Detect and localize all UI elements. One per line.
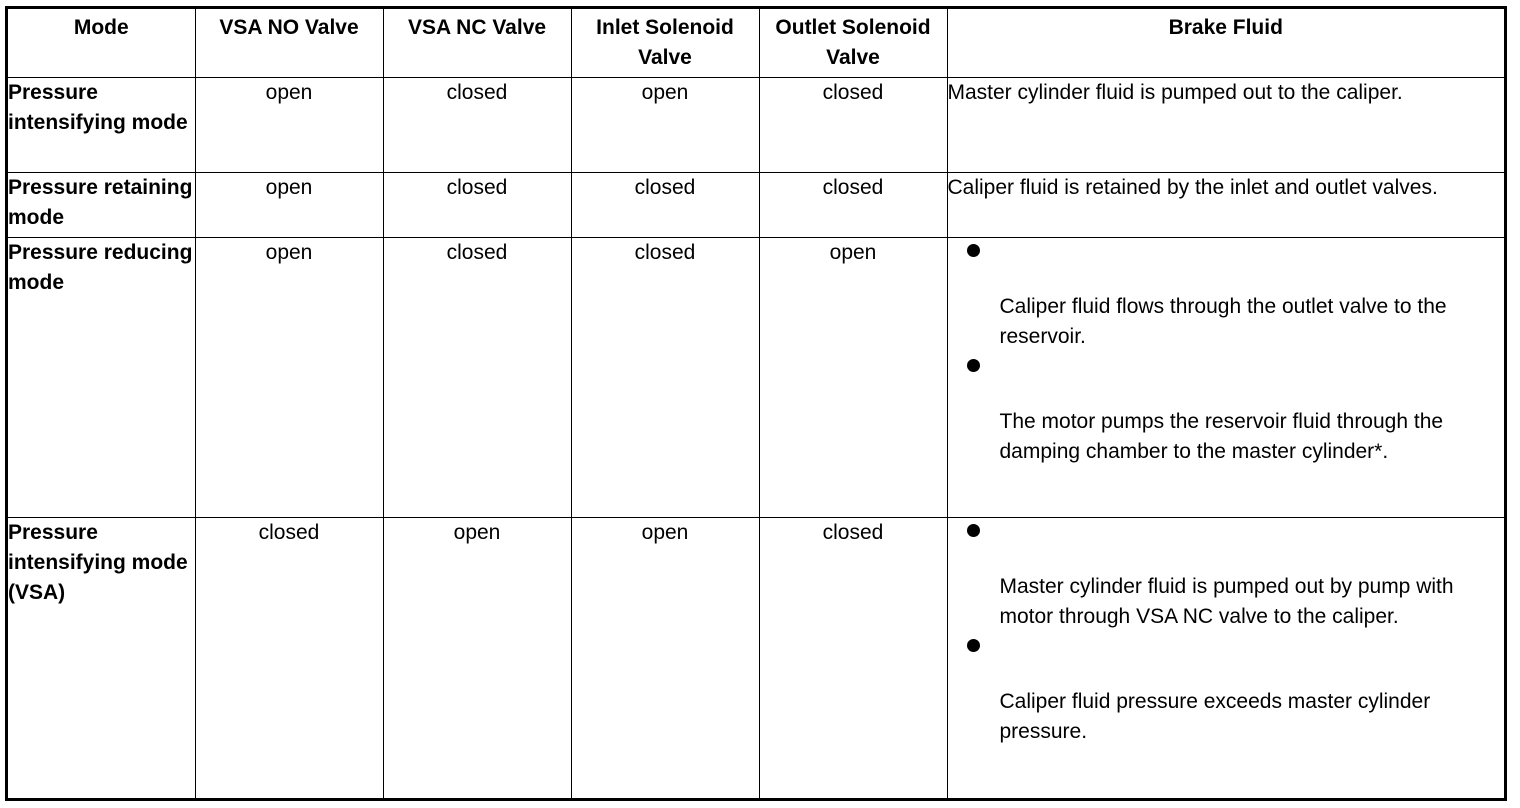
list-item-text: Master cylinder fluid is pumped out by pump with motor through VSA NC valve to the caliper. xyxy=(999,575,1454,628)
vsa-nc-valve-state: open xyxy=(383,518,571,799)
mode-cell: Pressure retaining mode xyxy=(8,173,195,238)
vsa-nc-valve-state: closed xyxy=(383,78,571,173)
bullet-icon xyxy=(967,244,980,257)
outlet-valve-state: open xyxy=(759,238,947,518)
outlet-valve-state: closed xyxy=(759,78,947,173)
inlet-valve-state: open xyxy=(571,78,759,173)
valve-mode-table xyxy=(8,9,1504,799)
bullet-icon xyxy=(967,524,980,537)
inlet-valve-state: closed xyxy=(571,173,759,238)
mode-cell: Pressure intensifying mode xyxy=(8,78,195,173)
valve-mode-table-frame xyxy=(5,6,1507,801)
vsa-no-valve-state: open xyxy=(195,238,383,518)
vsa-no-valve-state: open xyxy=(195,173,383,238)
vsa-nc-valve-state: closed xyxy=(383,238,571,518)
list-item xyxy=(965,244,1505,352)
brake-fluid-cell: Caliper fluid is retained by the inlet and outlet valves. xyxy=(947,173,1504,238)
brake-fluid-cell: Master cylinder fluid is pumped out to the caliper. xyxy=(947,78,1504,173)
brake-fluid-list xyxy=(948,244,1505,467)
list-item-text: The motor pumps the reservoir fluid through the damping chamber to the master cylinder*. xyxy=(999,410,1444,463)
header-outlet-solenoid-valve: Outlet Solenoid Valve xyxy=(759,9,947,78)
brake-fluid-cell xyxy=(947,518,1504,799)
mode-cell: Pressure intensifying mode (VSA) xyxy=(8,518,195,799)
brake-fluid-list xyxy=(948,524,1505,747)
bullet-icon xyxy=(967,639,980,652)
inlet-valve-state: open xyxy=(571,518,759,799)
header-brake-fluid: Brake Fluid xyxy=(947,9,1504,78)
table-row xyxy=(8,238,1504,518)
list-item-text: Caliper fluid flows through the outlet valve to the reservoir. xyxy=(999,295,1447,348)
bullet-icon xyxy=(967,359,980,372)
list-item-text: Caliper fluid pressure exceeds master cylinder pressure. xyxy=(999,690,1431,743)
vsa-no-valve-state: closed xyxy=(195,518,383,799)
inlet-valve-state: closed xyxy=(571,238,759,518)
list-item xyxy=(965,639,1505,747)
list-item xyxy=(965,524,1505,632)
header-vsa-nc-valve: VSA NC Valve xyxy=(383,9,571,78)
outlet-valve-state: closed xyxy=(759,173,947,238)
table-row xyxy=(8,518,1504,799)
header-row xyxy=(8,9,1504,78)
outlet-valve-state: closed xyxy=(759,518,947,799)
header-vsa-no-valve: VSA NO Valve xyxy=(195,9,383,78)
header-inlet-solenoid-valve: Inlet Solenoid Valve xyxy=(571,9,759,78)
vsa-nc-valve-state: closed xyxy=(383,173,571,238)
mode-cell: Pressure reducing mode xyxy=(8,238,195,518)
brake-fluid-cell xyxy=(947,238,1504,518)
list-item xyxy=(965,359,1505,467)
table-row xyxy=(8,173,1504,238)
vsa-no-valve-state: open xyxy=(195,78,383,173)
table-row xyxy=(8,78,1504,173)
header-mode: Mode xyxy=(8,9,195,78)
